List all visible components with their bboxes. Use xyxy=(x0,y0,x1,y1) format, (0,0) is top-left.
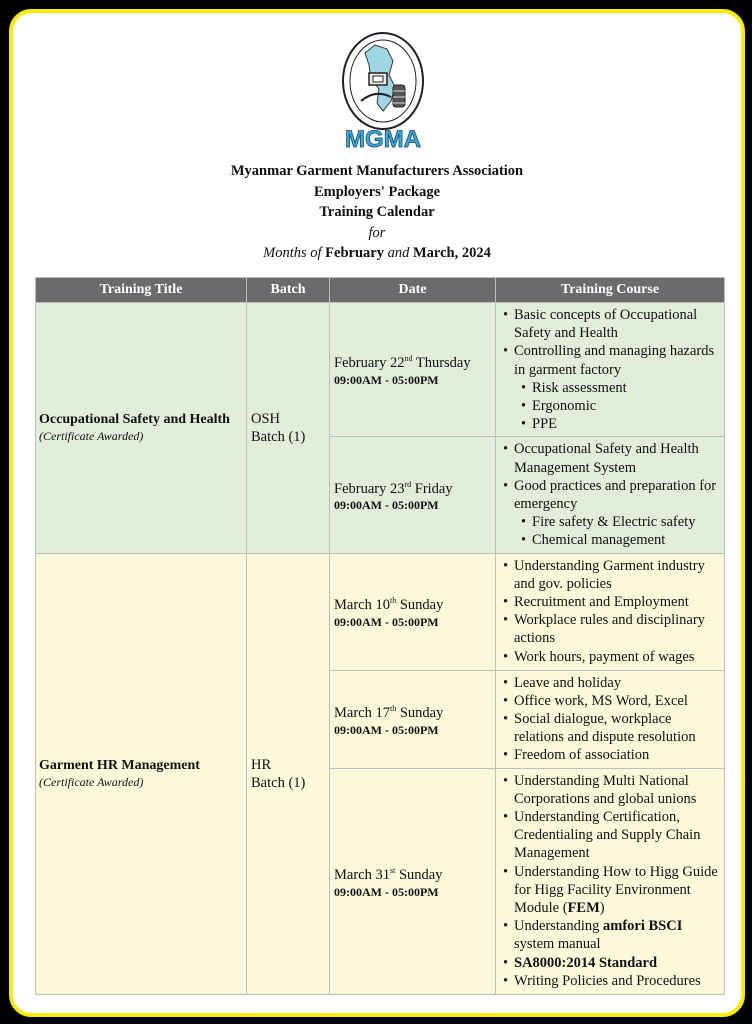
training-title-cell: Garment HR Management (Certificate Awarded) xyxy=(36,553,247,994)
mgma-logo xyxy=(335,31,431,157)
list-item: • Office work, MS Word, Excel xyxy=(514,692,720,710)
batch-cell: OSH Batch (1) xyxy=(247,303,330,554)
list-item: • Social dialogue, workplace relations and dispute resolution xyxy=(514,710,720,746)
page-frame xyxy=(9,9,745,1017)
list-item: • Recruitment and Employment xyxy=(514,593,720,611)
logo-text: MGMA xyxy=(345,126,421,153)
col-training-title: Training Title xyxy=(36,278,247,303)
list-item: • Understanding Certification, Credentialing and Supply Chain Management xyxy=(514,808,720,863)
document-header xyxy=(13,161,741,264)
batch-cell: HR Batch (1) xyxy=(247,553,330,994)
list-item: • Risk assessment xyxy=(532,379,720,397)
list-item: • Workplace rules and disciplinary actions xyxy=(514,611,720,647)
date-cell: February 23rd Friday 09:00AM - 05:00PM xyxy=(330,437,496,553)
course-cell xyxy=(496,768,725,994)
table-header-row xyxy=(36,278,725,303)
col-date: Date xyxy=(330,278,496,303)
course-cell xyxy=(496,437,725,553)
list-item: • SA8000:2014 Standard xyxy=(514,954,720,972)
package-name: Employers' Package xyxy=(313,183,441,200)
months-line: Months of February and March, 2024 xyxy=(263,245,491,262)
calendar-title: Training Calendar xyxy=(319,204,435,221)
course-cell xyxy=(496,670,725,768)
for-label: for xyxy=(368,224,386,241)
col-batch: Batch xyxy=(247,278,330,303)
list-item: • Ergonomic xyxy=(532,397,720,415)
course-cell xyxy=(496,553,725,670)
list-item: • Occupational Safety and Health Management System xyxy=(514,440,720,476)
course-cell xyxy=(496,303,725,437)
list-item: • Understanding How to Higg Guide for Higg Facility Environment Module (FEM) xyxy=(514,863,720,918)
list-item: • Writing Policies and Procedures xyxy=(514,972,720,990)
date-cell: March 17th Sunday 09:00AM - 05:00PM xyxy=(330,670,496,768)
training-title-cell: Occupational Safety and Health (Certificate Awarded) xyxy=(36,303,247,554)
list-item: • Controlling and managing hazards in garment factory • Risk assessment • Ergonomic • PPE xyxy=(514,342,720,433)
date-cell: February 22nd Thursday 09:00AM - 05:00PM xyxy=(330,303,496,437)
list-item: • Fire safety & Electric safety xyxy=(532,513,720,531)
org-name: Myanmar Garment Manufacturers Association xyxy=(230,163,524,179)
date-cell: March 31st Sunday 09:00AM - 05:00PM xyxy=(330,768,496,994)
training-calendar-table xyxy=(35,277,725,995)
date-cell: March 10th Sunday 09:00AM - 05:00PM xyxy=(330,553,496,670)
list-item: • Understanding Garment industry and gov. policies xyxy=(514,557,720,593)
table-row xyxy=(36,553,725,670)
list-item: • Leave and holiday xyxy=(514,674,720,692)
list-item: • Work hours, payment of wages xyxy=(514,648,720,666)
table-row xyxy=(36,303,725,437)
list-item: • Good practices and preparation for emergency • Fire safety & Electric safety • Chemical management xyxy=(514,477,720,550)
list-item: • Chemical management xyxy=(532,531,720,549)
list-item: • Freedom of association xyxy=(514,746,720,764)
list-item: • Understanding Multi National Corporations and global unions xyxy=(514,772,720,808)
list-item: • PPE xyxy=(532,415,720,433)
col-training-course: Training Course xyxy=(496,278,725,303)
list-item: • Basic concepts of Occupational Safety and Health xyxy=(514,306,720,342)
list-item: • Understanding amfori BSCI system manual xyxy=(514,917,720,953)
